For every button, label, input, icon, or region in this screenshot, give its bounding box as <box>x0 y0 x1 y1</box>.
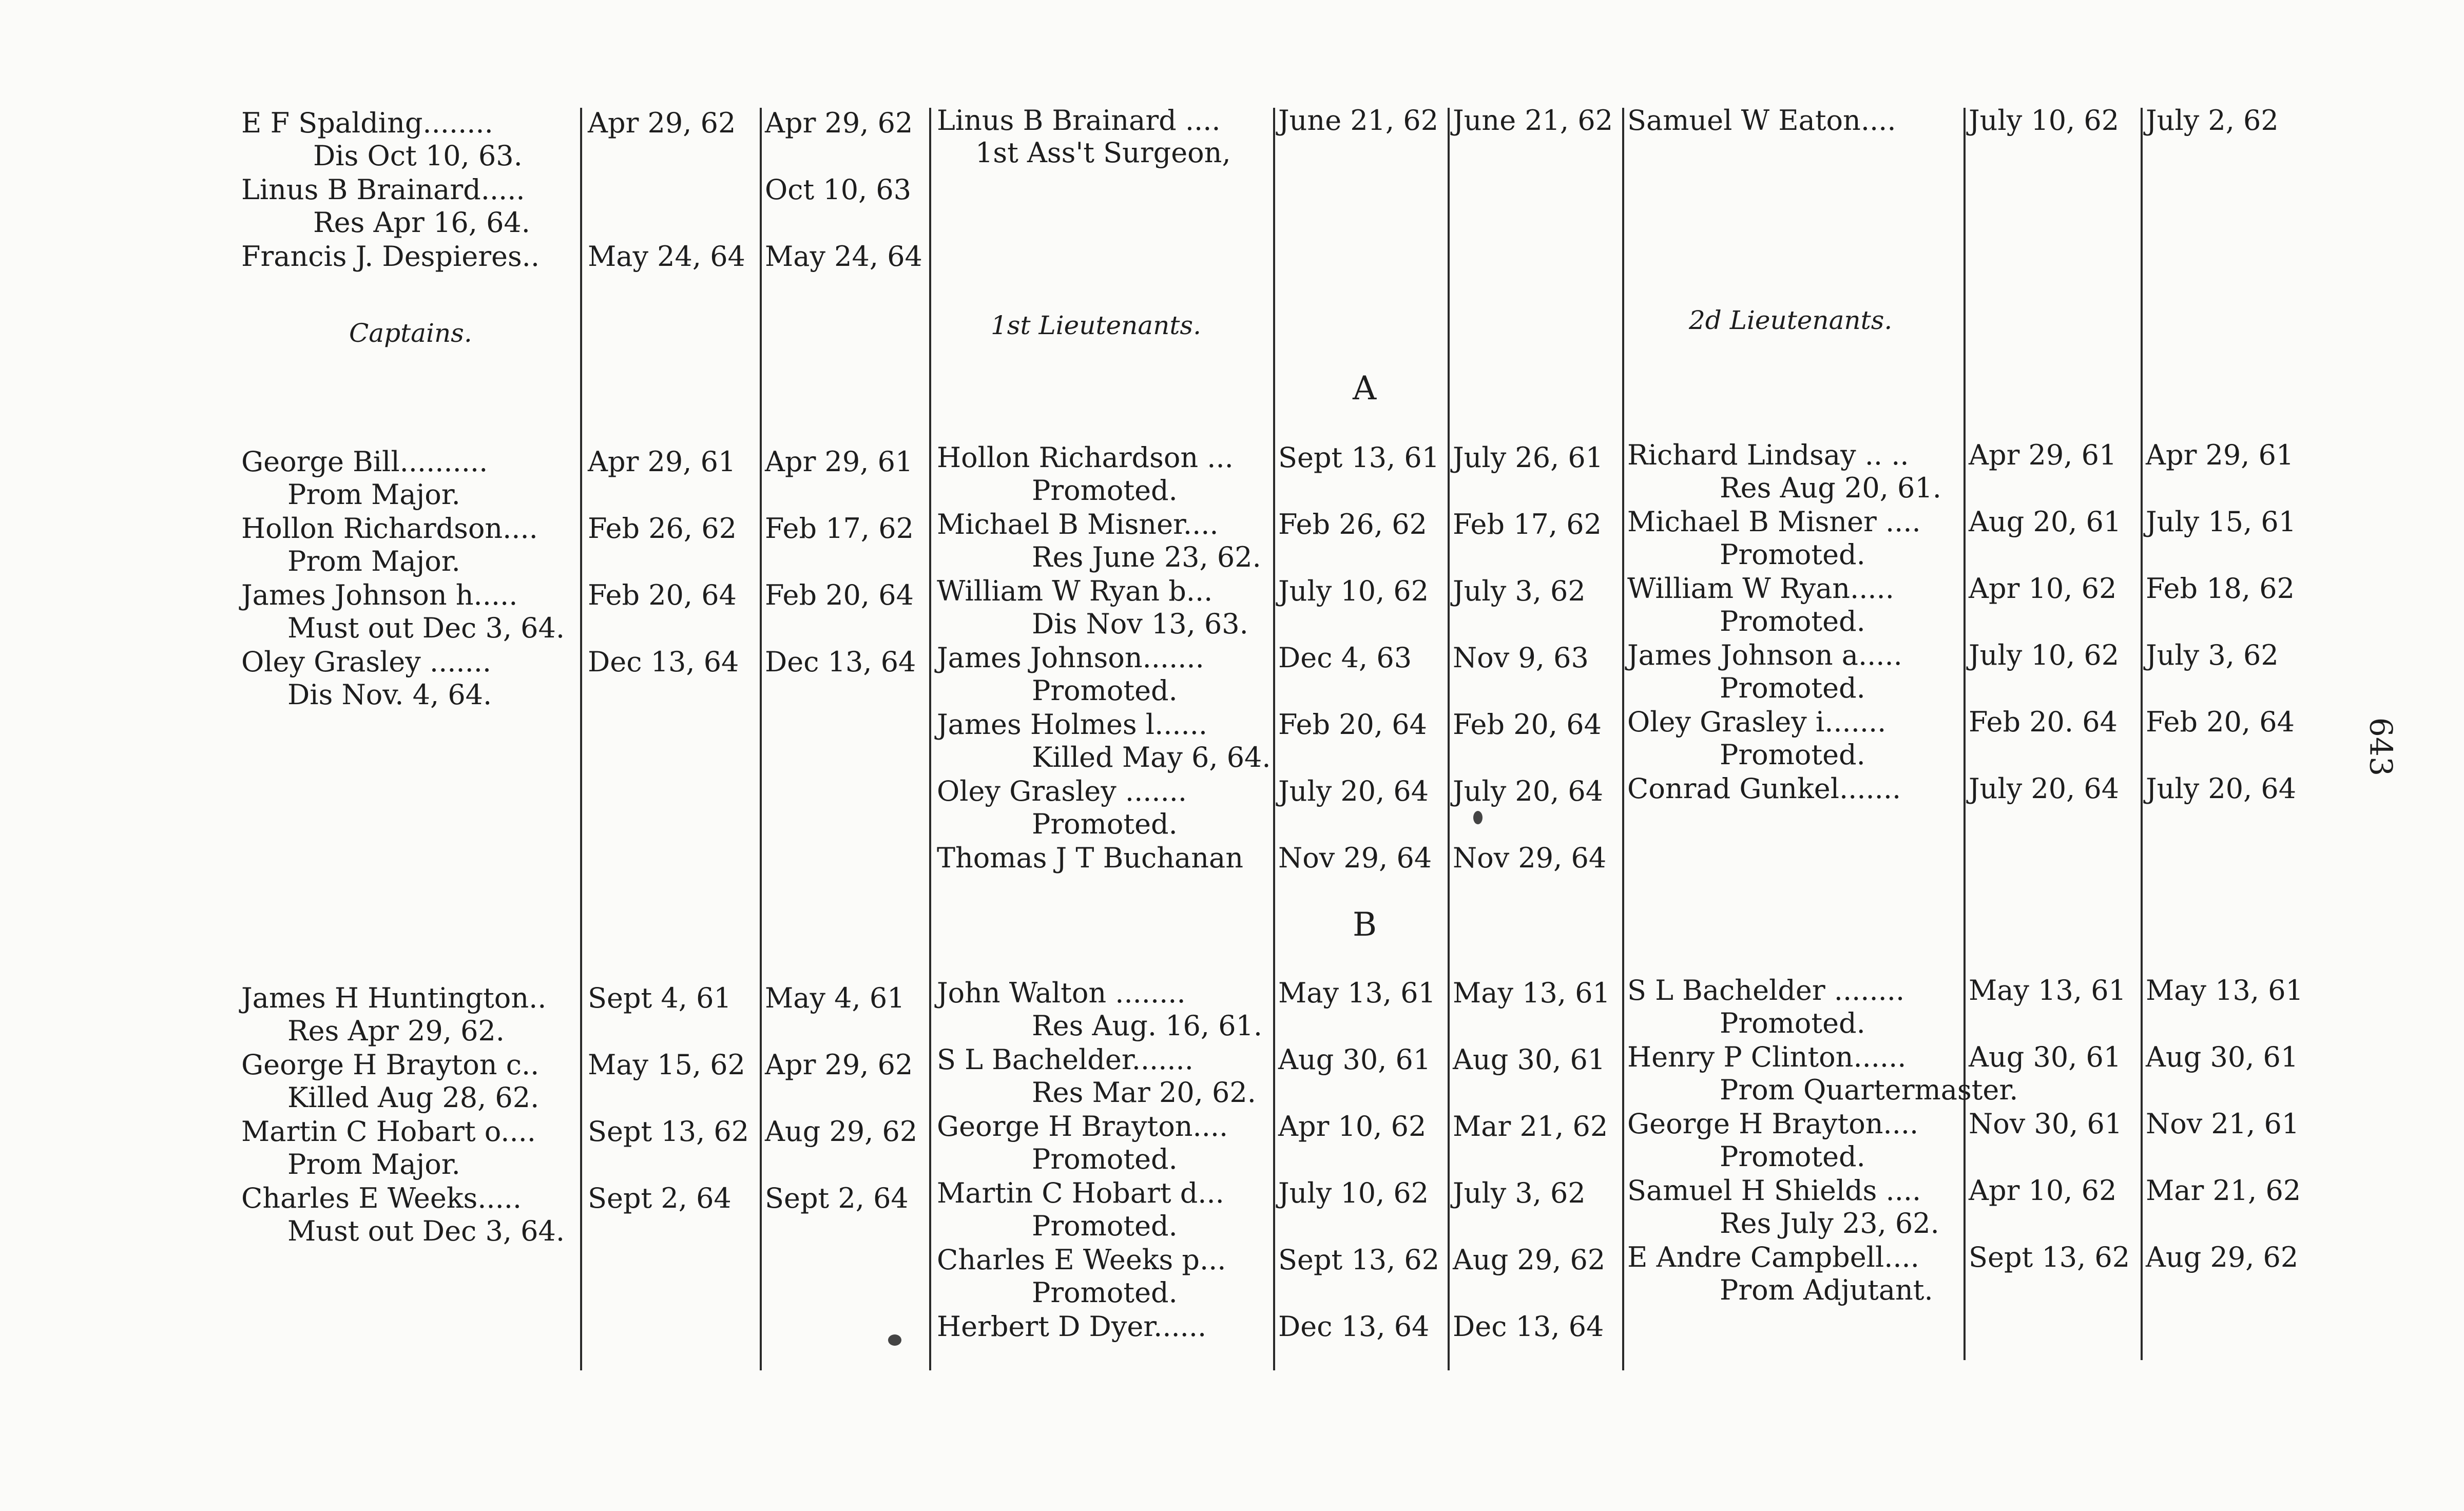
first-lieutenant-name: James Johnson....... <box>937 642 1204 674</box>
column-rule <box>580 108 582 1370</box>
commission-date: Sept 13, 62 <box>588 1115 749 1148</box>
column-rule <box>2141 108 2143 1360</box>
captains-header: Captains. <box>349 318 472 348</box>
commission-date: Dec 13, 64 <box>588 646 739 678</box>
second-lieutenant-note: Promoted. <box>1720 672 1865 704</box>
officer-name: Linus B Brainard..... <box>241 173 525 206</box>
rank-date: June 21, 62 <box>1453 104 1613 137</box>
second-lieutenant-note: Promoted. <box>1720 739 1865 771</box>
commission-date: Dec 4, 63 <box>1278 642 1412 674</box>
commission-date: July 10, 62 <box>1969 104 2120 137</box>
captain-note: Dis Nov. 4, 64. <box>287 679 492 711</box>
rank-date: Aug 29, 62 <box>2146 1241 2299 1273</box>
commission-date: July 20, 64 <box>1969 772 2120 805</box>
commission-date: Nov 29, 64 <box>1278 842 1432 874</box>
column-rule <box>1448 108 1450 1370</box>
first-lieutenant-note: Promoted. <box>1032 1210 1178 1242</box>
company-letter: A <box>1353 370 1377 408</box>
rank-date: Apr 29, 61 <box>765 445 913 478</box>
commission-date: Sept 13, 61 <box>1278 441 1440 474</box>
rank-date: July 3, 62 <box>1453 1177 1586 1209</box>
rank-date: Feb 18, 62 <box>2146 572 2295 605</box>
second-lieutenant-name: James Johnson a..... <box>1627 639 1902 671</box>
commission-date: Apr 29, 61 <box>1969 439 2117 471</box>
commission-date: Feb 20. 64 <box>1969 706 2118 738</box>
commission-date: July 10, 62 <box>1969 639 2120 671</box>
rank-date: Aug 29, 62 <box>1453 1244 1606 1276</box>
column-rule <box>1273 108 1275 1370</box>
rank-date: Feb 20, 64 <box>1453 708 1602 741</box>
first-lieutenant-note: Promoted. <box>1032 674 1178 707</box>
first-lieutenant-name: Herbert D Dyer...... <box>937 1310 1207 1343</box>
rank-date: July 20, 64 <box>1453 775 1604 807</box>
captain-note: Must out Dec 3, 64. <box>287 612 565 644</box>
first-lieutenant-note: Res Mar 20, 62. <box>1032 1076 1256 1109</box>
first-lieutenant-name: Hollon Richardson ... <box>937 441 1234 474</box>
second-lieutenant-note: Promoted. <box>1720 1007 1865 1039</box>
officer-name: E F Spalding........ <box>241 107 493 139</box>
commission-date: Apr 29, 61 <box>588 445 736 478</box>
rank-date: Nov 29, 64 <box>1453 842 1607 874</box>
rank-date: Mar 21, 62 <box>2146 1174 2301 1207</box>
rank-date: Dec 13, 64 <box>765 646 916 678</box>
ink-speck <box>888 1334 901 1346</box>
second-lieutenant-name: Richard Lindsay .. .. <box>1627 439 1909 471</box>
rank-date: Feb 20, 64 <box>765 579 914 611</box>
commission-date: Apr 29, 62 <box>588 107 736 139</box>
first-lieutenant-note: Res Aug. 16, 61. <box>1032 1010 1263 1042</box>
second-lieutenant-name: Henry P Clinton...... <box>1627 1041 1907 1073</box>
first-lieutenant-note: Dis Nov 13, 63. <box>1032 608 1248 640</box>
captain-note: Prom Major. <box>287 545 460 577</box>
rank-date: Oct 10, 63 <box>765 173 912 206</box>
commission-date: Apr 10, 62 <box>1278 1110 1427 1142</box>
page-number: 643 <box>2362 717 2399 777</box>
rank-date: Apr 29, 62 <box>765 107 913 139</box>
company-letter: B <box>1353 906 1377 944</box>
second-lieutenant-name: William W Ryan..... <box>1627 572 1894 605</box>
commission-date: Feb 20, 64 <box>1278 708 1427 741</box>
rank-date: July 26, 61 <box>1453 441 1604 474</box>
first-lieutenant-name: George H Brayton.... <box>937 1110 1228 1142</box>
rank-date: Nov 21, 61 <box>2146 1108 2300 1140</box>
rank-date: Sept 2, 64 <box>765 1182 909 1214</box>
commission-date: Feb 26, 62 <box>1278 508 1427 540</box>
officer-note: Dis Oct 10, 63. <box>313 140 523 172</box>
column-rule <box>1964 108 1966 1360</box>
commission-date: Aug 20, 61 <box>1969 506 2122 538</box>
rank-date: Aug 30, 61 <box>1453 1043 1606 1076</box>
commission-date: Apr 10, 62 <box>1969 572 2117 605</box>
second-lieutenant-name: George H Brayton.... <box>1627 1108 1919 1140</box>
rank-date: May 4, 61 <box>765 982 905 1014</box>
commission-date: May 24, 64 <box>588 240 745 273</box>
second-lieutenant-note: Res July 23, 62. <box>1720 1207 1939 1239</box>
first-lieutenant-name: Thomas J T Buchanan <box>937 842 1244 874</box>
commission-date: May 13, 61 <box>1969 974 2126 1006</box>
first-lieutenants-header: 1st Lieutenants. <box>991 311 1201 340</box>
rank-date: Feb 20, 64 <box>2146 706 2295 738</box>
rank-date: May 13, 61 <box>2146 974 2303 1006</box>
commission-date: July 20, 64 <box>1278 775 1429 807</box>
first-lieutenant-name: Oley Grasley ....... <box>937 775 1187 807</box>
rank-date: Mar 21, 62 <box>1453 1110 1608 1142</box>
captain-name: Martin C Hobart o.... <box>241 1115 536 1148</box>
second-lieutenant-note: Promoted. <box>1720 605 1865 637</box>
first-lieutenant-note: Promoted. <box>1032 808 1178 840</box>
commission-date: Feb 20, 64 <box>588 579 737 611</box>
commission-date: June 21, 62 <box>1278 104 1439 137</box>
rank-date: Feb 17, 62 <box>765 512 914 545</box>
captain-name: George Bill.......... <box>241 445 488 478</box>
rank-date: July 2, 62 <box>2146 104 2279 137</box>
second-lieutenant-name: Samuel H Shields .... <box>1627 1174 1921 1207</box>
rank-date: Nov 9, 63 <box>1453 642 1589 674</box>
rank-date: Feb 17, 62 <box>1453 508 1602 540</box>
second-lieutenant-name: Oley Grasley i....... <box>1627 706 1886 738</box>
second-lieutenant-note: Prom Quartermaster. <box>1720 1074 2018 1106</box>
captain-note: Res Apr 29, 62. <box>287 1015 505 1047</box>
rank-date: Aug 30, 61 <box>2146 1041 2299 1073</box>
commission-date: Dec 13, 64 <box>1278 1310 1430 1343</box>
rank-date: July 20, 64 <box>2146 772 2297 805</box>
first-lieutenant-note: Promoted. <box>1032 1143 1178 1175</box>
commission-date: Sept 13, 62 <box>1278 1244 1440 1276</box>
first-lieutenant-name: S L Bachelder....... <box>937 1043 1194 1076</box>
second-lieutenant-name: S L Bachelder ........ <box>1627 974 1905 1006</box>
second-lieutenant-note: Prom Adjutant. <box>1720 1274 1933 1306</box>
rank-date: July 3, 62 <box>2146 639 2279 671</box>
captain-name: Charles E Weeks..... <box>241 1182 522 1214</box>
rank-date: Apr 29, 62 <box>765 1049 913 1081</box>
commission-date: July 10, 62 <box>1278 575 1429 607</box>
officer-name: Francis J. Despieres.. <box>241 240 540 273</box>
first-lieutenant-note: Killed May 6, 64. <box>1032 741 1271 773</box>
first-lieutenant-name: Michael B Misner.... <box>937 508 1219 540</box>
ink-speck <box>1473 811 1483 824</box>
commission-date: Nov 30, 61 <box>1969 1108 2123 1140</box>
officer-name: Linus B Brainard .... <box>937 104 1221 137</box>
commission-date: Aug 30, 61 <box>1278 1043 1431 1076</box>
commission-date: July 10, 62 <box>1278 1177 1429 1209</box>
commission-date: Sept 2, 64 <box>588 1182 732 1214</box>
column-rule <box>1622 108 1624 1370</box>
captain-note: Must out Dec 3, 64. <box>287 1215 565 1247</box>
commission-date: Sept 13, 62 <box>1969 1241 2130 1273</box>
captain-note: Prom Major. <box>287 478 460 511</box>
rank-date: Dec 13, 64 <box>1453 1310 1604 1343</box>
rank-date: July 3, 62 <box>1453 575 1586 607</box>
rank-date: May 24, 64 <box>765 240 922 273</box>
second-lieutenant-note: Res Aug 20, 61. <box>1720 472 1941 504</box>
first-lieutenant-name: Martin C Hobart d... <box>937 1177 1224 1209</box>
commission-date: Feb 26, 62 <box>588 512 737 545</box>
commission-date: Sept 4, 61 <box>588 982 732 1014</box>
second-lieutenant-name: Michael B Misner .... <box>1627 506 1921 538</box>
first-lieutenant-name: Charles E Weeks p... <box>937 1244 1226 1276</box>
first-lieutenant-note: Promoted. <box>1032 474 1178 507</box>
captain-name: Hollon Richardson.... <box>241 512 538 545</box>
captain-name: James Johnson h..... <box>241 579 518 611</box>
captain-name: James H Huntington.. <box>241 982 547 1014</box>
rank-date: Aug 29, 62 <box>765 1115 918 1148</box>
column-rule <box>760 108 762 1370</box>
rank-date: May 13, 61 <box>1453 977 1610 1009</box>
second-lieutenant-note: Promoted. <box>1720 1140 1865 1173</box>
rank-date: Apr 29, 61 <box>2146 439 2294 471</box>
commission-date: May 15, 62 <box>588 1049 745 1081</box>
first-lieutenant-name: William W Ryan b... <box>937 575 1213 607</box>
first-lieutenant-note: Promoted. <box>1032 1276 1178 1309</box>
rank-date: July 15, 61 <box>2146 506 2297 538</box>
captain-note: Prom Major. <box>287 1148 460 1180</box>
officer-note: Res Apr 16, 64. <box>313 206 530 239</box>
second-lieutenant-name: E Andre Campbell.... <box>1627 1241 1919 1273</box>
captain-note: Killed Aug 28, 62. <box>287 1081 540 1114</box>
captain-name: George H Brayton c.. <box>241 1049 540 1081</box>
first-lieutenant-note: Res June 23, 62. <box>1032 541 1261 573</box>
commission-date: Aug 30, 61 <box>1969 1041 2122 1073</box>
second-lieutenants-header: 2d Lieutenants. <box>1689 305 1893 335</box>
officer-name: Samuel W Eaton.... <box>1627 104 1896 137</box>
second-lieutenant-note: Promoted. <box>1720 538 1865 571</box>
officer-note: 1st Ass't Surgeon, <box>975 137 1231 169</box>
column-rule <box>929 108 931 1370</box>
first-lieutenant-name: John Walton ........ <box>937 977 1186 1009</box>
second-lieutenant-name: Conrad Gunkel....... <box>1627 772 1901 805</box>
commission-date: Apr 10, 62 <box>1969 1174 2117 1207</box>
captain-name: Oley Grasley ....... <box>241 646 492 678</box>
commission-date: May 13, 61 <box>1278 977 1436 1009</box>
first-lieutenant-name: James Holmes l...... <box>937 708 1208 741</box>
